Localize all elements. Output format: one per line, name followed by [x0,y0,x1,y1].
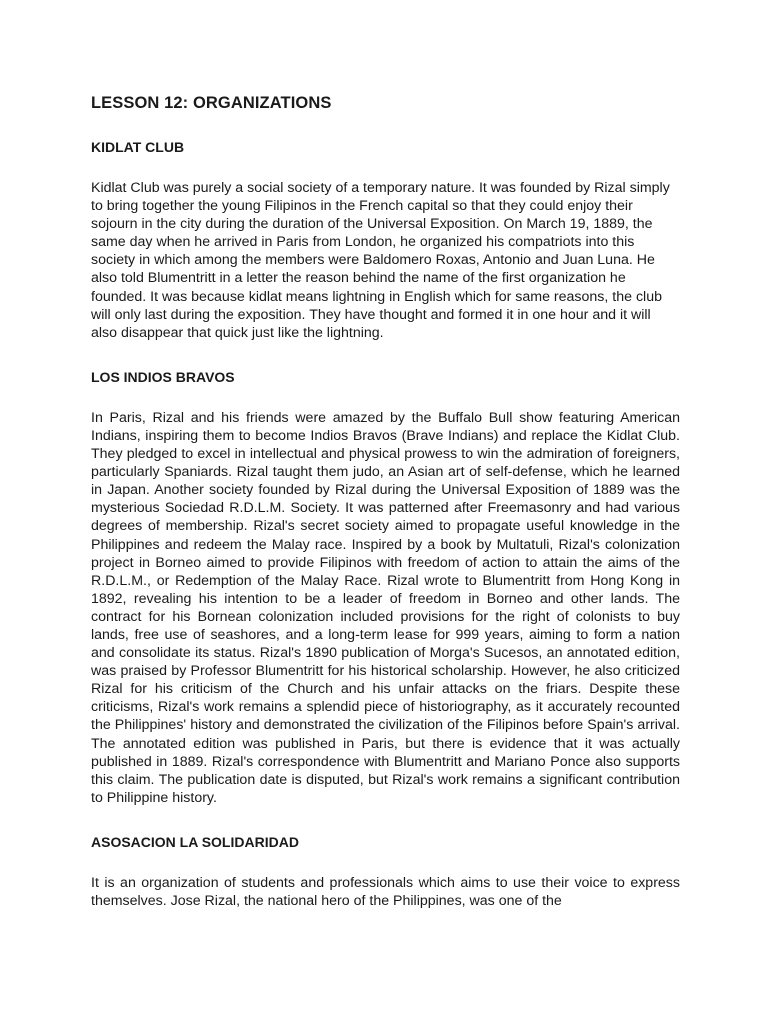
section-heading-kidlat-club: KIDLAT CLUB [91,139,185,155]
section-los-indios-bravos [91,369,680,807]
lesson-title: LESSON 12: ORGANIZATIONS [91,94,332,112]
paragraph-asosacion-la-solidaridad: It is an organization of students and professionals which aims to use their voice to express themselves. Jose Rizal, the national hero of the Philippines, was one of the [91,874,680,909]
section-heading-asosacion-la-solidaridad: ASOSACION LA SOLIDARIDAD [91,833,299,850]
section-heading-los-indios-bravos: LOS INDIOS BRAVOS [91,368,235,385]
section-kidlat-club [91,139,680,342]
section-asosacion-la-solidaridad [91,834,680,910]
paragraph-los-indios-bravos: In Paris, Rizal and his friends were amazed by the Buffalo Bull show featuring American Indians, inspiring them to become Indios Bravos (Brave Indians) and replace the Kidlat Club. They pledged to excel in intellectual and physical prowess to win the admiration of foreigners, particularly Spaniards. Rizal taught them judo, an Asian art of self-defense, which he learned in Japan. Another society founded by Rizal during the Universal Exposition of 1889 was the mysterious Sociedad R.D.L.M. Society. It was patterned after Freemasonry and had various degrees of membership. Rizal's secret society aimed to propagate useful knowledge in the Philippines and redeem the Malay race. Inspired by a book by Multatuli, Rizal's colonization project in Borneo aimed to provide Filipinos with freedom of action to attain the aims of the R.D.L.M., or Redemption of the Malay Race. Rizal wrote to Blumentritt from Hong Kong in 1892, revealing his intention to be a leader of freedom in Borneo and other lands. The contract for his Bornean colonization included provisions for the right of colonists to buy lands, free use of seashores, and a long-term lease for 999 years, aiming to form a nation and consolidate its status. Rizal's 1890 publication of Morga's Sucesos, an annotated edition, was praised by Professor Blumentritt for his historical scholarship. However, he also criticized Rizal for his criticism of the Church and his unfair attacks on the friars. Despite these criticisms, Rizal's work remains a splendid piece of historiography, as it accurately recounted the Philippines' history and demonstrated the civilization of the Filipinos before Spain's arrival. The annotated edition was published in Paris, but there is evidence that it was actually published in 1889. Rizal's correspondence with Blumentritt and Mariano Ponce also supports this claim. The publication date is disputed, but Rizal's work remains a significant contribution to Philippine history. [91,409,680,806]
paragraph-kidlat-club: Kidlat Club was purely a social society of a temporary nature. It was founded by Rizal simply to bring together the young Filipinos in the French capital so that they could enjoy their sojourn in the city during the duration of the Universal Exposition. On March 19, 1889, the same day when he arrived in Paris from London, he organized his compatriots into this society in which among the members were Baldomero Roxas, Antonio and Juan Luna. He also told Blumentritt in a letter the reason behind the name of the first organization he founded. It was because kidlat means lightning in English which for same reasons, the club will only last during the exposition. They have thought and formed it in one hour and it will also disappear that quick just like the lightning. [91,180,670,341]
